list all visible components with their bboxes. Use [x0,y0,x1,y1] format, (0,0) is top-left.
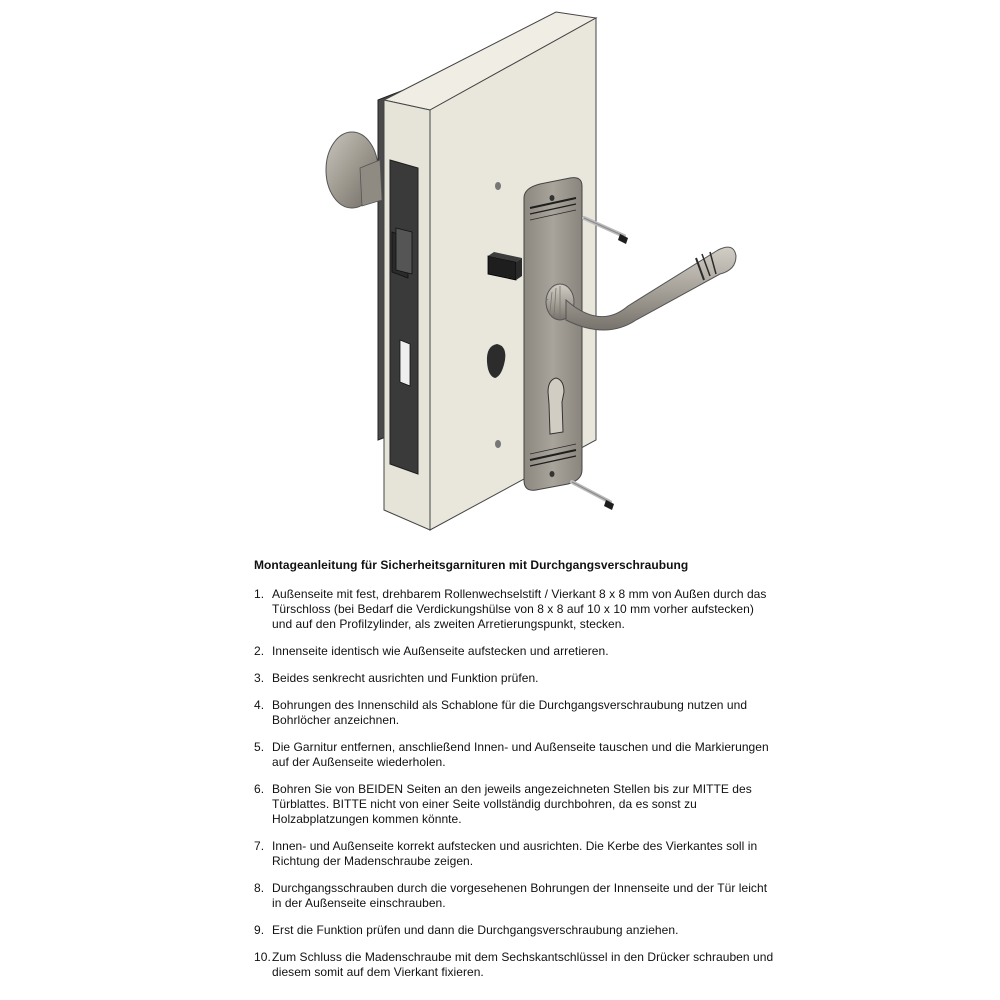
list-item [254,782,774,827]
step-text: Zum Schluss die Madenschraube mit dem Sechskantschlüssel in den Drücker schrauben und diesem somit auf dem Vierkant fixieren. [272,950,774,979]
step-text: Bohrungen des Innenschild als Schablone für die Durchgangsverschraubung nutzen und Bohrlöcher anzeichnen. [272,698,748,727]
lock-forend [390,160,418,474]
step-number: 9. [254,923,265,937]
step-number: 3. [254,671,265,685]
escutcheon-plate [524,178,582,491]
list-item [254,923,774,938]
step-number: 8. [254,881,265,895]
list-item [254,881,774,911]
list-item [254,644,774,659]
list-item [254,587,774,632]
step-number: 6. [254,782,265,796]
step-text: Außenseite mit fest, drehbarem Rollenwechselstift / Vierkant 8 x 8 mm von Außen durch das Türschloss (bei Bedarf die Verdickungshülse von 8 x 8 auf 10 x 10 mm vorher aufstecken) und auf den Profilzylinder, als zweiten Arretierungspunkt, stecken. [272,587,767,631]
screw-bottom [572,482,614,510]
step-text: Innen- und Außenseite korrekt aufstecken und ausrichten. Die Kerbe des Vierkantes soll in Richtung der Madenschraube zeigen. [272,839,758,868]
list-item [254,740,774,770]
step-text: Bohren Sie von BEIDEN Seiten an den jeweils angezeichneten Stellen bis zur MITTE des Türblattes. BITTE nicht von einer Seite vollständig durchbohren, da es sonst zu Holzabplatzungen kommen könnte. [272,782,752,826]
instructions-title: Montageanleitung für Sicherheitsgarnituren mit Durchgangsverschraubung [254,558,689,572]
steps-list [254,587,774,980]
step-number: 10. [254,950,271,964]
instructions-block [254,558,774,992]
step-text: Innenseite identisch wie Außenseite aufstecken und arretieren. [272,644,609,658]
list-item [254,839,774,869]
step-number: 7. [254,839,265,853]
step-text: Durchgangsschrauben durch die vorgesehenen Bohrungen der Innenseite und der Tür leicht in der Außenseite einschrauben. [272,881,768,910]
list-item [254,950,774,980]
knob [326,132,382,208]
list-item [254,671,774,686]
step-text: Die Garnitur entfernen, anschließend Innen- und Außenseite tauschen und die Markierungen auf der Außenseite wiederholen. [272,740,769,769]
step-text: Erst die Funktion prüfen und dann die Durchgangsverschraubung anziehen. [272,923,679,937]
step-number: 4. [254,698,265,712]
step-number: 5. [254,740,265,754]
list-item [254,698,774,728]
step-number: 1. [254,587,265,601]
step-number: 2. [254,644,265,658]
step-text: Beides senkrecht ausrichten und Funktion prüfen. [272,671,539,685]
